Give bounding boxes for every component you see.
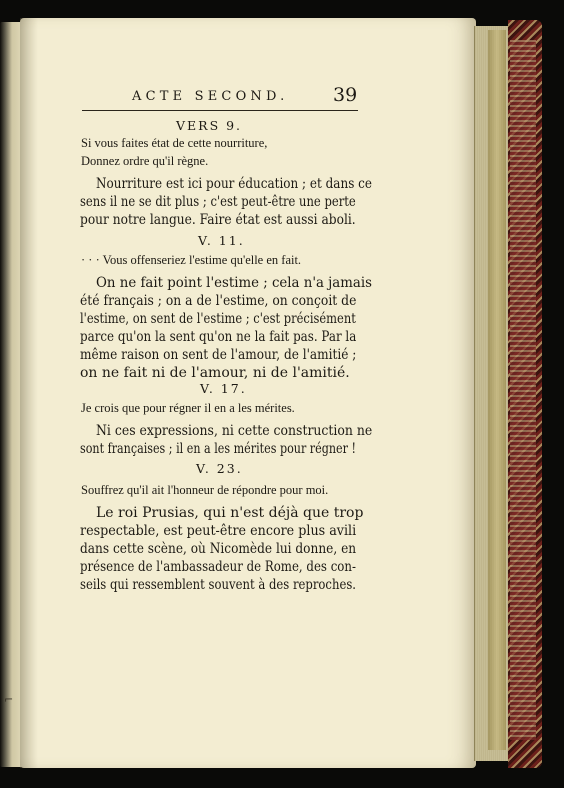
page-mark: ⌐ — [4, 693, 14, 706]
verse-quote-line: Je crois que pour régner il en a les mérites. — [81, 401, 295, 415]
commentary-line: on ne fait ni de l'amour, ni de l'amitié. — [80, 365, 350, 381]
commentary-line: été français ; on a de l'estime, on conçoit de — [80, 293, 357, 309]
commentary-line: pour notre langue. Faire état est aussi aboli. — [80, 212, 356, 228]
verse-heading: V. 23. — [196, 461, 243, 476]
verse-quote-line: Si vous faites état de cette nourriture, — [81, 136, 268, 150]
verse-heading: V. 11. — [198, 233, 245, 248]
commentary-line: seils qui ressemblent souvent à des reproches. — [80, 577, 356, 593]
verse-quote-line: · · · Vous offenseriez l'estime qu'elle en fait. — [81, 253, 302, 267]
commentary-line: parce qu'on la sent qu'on ne la fait pas. Par la — [80, 329, 357, 345]
verse-quote-line: Donnez ordre qu'il règne. — [81, 154, 209, 168]
commentary-line: On ne fait point l'estime ; cela n'a jamais — [96, 275, 372, 291]
verse-heading: VERS 9. — [176, 118, 243, 133]
verse-heading: V. 17. — [200, 381, 247, 396]
head-rule — [82, 110, 358, 111]
running-head: ACTE SECOND. — [132, 89, 289, 104]
commentary-line: sens il ne se dit plus ; c'est peut-être une perte — [80, 194, 356, 210]
commentary-line: Ni ces expressions, ni cette construction ne — [96, 423, 373, 439]
commentary-line: l'estime, on sent de l'estime ; c'est précisément — [80, 311, 356, 327]
commentary-line: respectable, est peut-être encore plus avili — [80, 523, 357, 539]
commentary-line: présence de l'ambassadeur de Rome, des con- — [80, 559, 356, 575]
commentary-line: même raison on sent de l'amour, de l'amitié ; — [80, 347, 357, 363]
verse-quote-line: Souffrez qu'il ait l'honneur de répondre pour moi. — [81, 483, 329, 497]
commentary-line: sont françaises ; il en a les mérites pour régner ! — [80, 441, 356, 457]
commentary-line: dans cette scène, où Nicomède lui donne, en — [80, 541, 357, 557]
commentary-line: Nourriture est ici pour éducation ; et dans ce — [96, 176, 372, 192]
commentary-line: Le roi Prusias, qui n'est déjà que trop — [96, 505, 364, 521]
page-number: 39 — [333, 84, 358, 106]
